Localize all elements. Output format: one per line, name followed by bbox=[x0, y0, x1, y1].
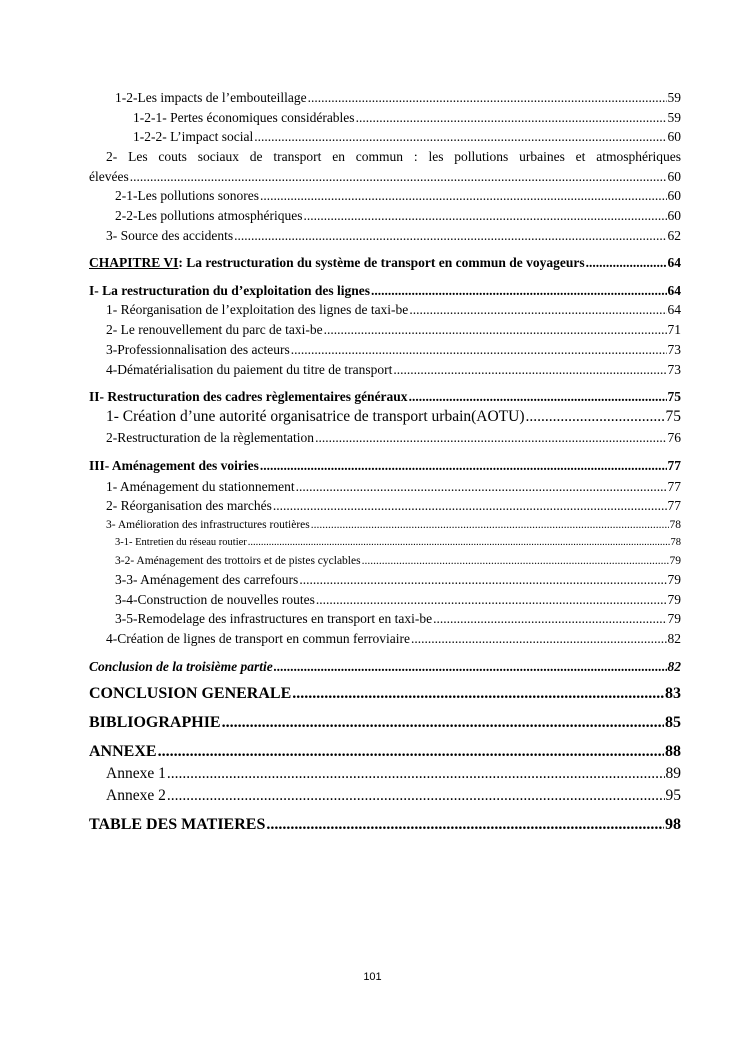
toc-entry-page: 60 bbox=[667, 208, 681, 223]
toc-entry-page: 88 bbox=[665, 743, 681, 760]
leader-dots bbox=[315, 429, 666, 447]
leader-dots bbox=[324, 321, 667, 339]
toc-entry-title: CONCLUSION GENERALE bbox=[89, 685, 292, 702]
toc-entry-title: 1-2-1- Pertes économiques considérables bbox=[133, 110, 355, 125]
toc-entry-title: II- Restructuration des cadres règlementaires généraux bbox=[89, 389, 408, 404]
toc-entry-title: 1-2-2- L’impact social bbox=[133, 129, 254, 144]
toc-entry-title: 1- Aménagement du stationnement bbox=[106, 479, 295, 494]
toc-entry-title: 3-3- Aménagement des carrefours bbox=[115, 572, 299, 587]
toc-entry bbox=[89, 765, 681, 783]
toc-entry bbox=[89, 341, 681, 359]
toc-entry-page: 64 bbox=[667, 283, 681, 298]
toc-entry-page: 89 bbox=[665, 765, 681, 782]
chapter-label: CHAPITRE VI bbox=[89, 255, 179, 270]
leader-dots bbox=[260, 457, 667, 475]
leader-dots bbox=[248, 534, 670, 552]
toc-entry-title: 3- Amélioration des infrastructures routières bbox=[106, 519, 310, 531]
toc-entry-page: 59 bbox=[667, 90, 681, 105]
toc-entry-page: 95 bbox=[665, 787, 681, 804]
toc-entry-title: 4-Création de lignes de transport en commun ferroviaire bbox=[106, 631, 411, 646]
toc-entry-page: 76 bbox=[667, 430, 681, 445]
toc-entry-first-line: 2- Les couts sociaux de transport en commun : les pollutions urbaines et atmosphériques bbox=[106, 149, 681, 164]
toc-entry-title: III- Aménagement des voiries bbox=[89, 458, 259, 473]
toc-entry-title: 3-1- Entretien du réseau routier bbox=[115, 537, 247, 548]
toc-entry bbox=[89, 552, 681, 570]
toc-major-entry bbox=[89, 743, 681, 761]
toc-entry-page: 78 bbox=[670, 537, 681, 548]
toc-entry-title: : La restructuration du système de transport en commun de voyageurs bbox=[178, 255, 585, 270]
leader-dots bbox=[273, 497, 667, 515]
toc-entry-title: I- La restructuration du d’exploitation des lignes bbox=[89, 283, 371, 298]
leader-dots bbox=[266, 816, 664, 834]
leader-dots bbox=[222, 714, 664, 732]
toc-entry bbox=[89, 301, 681, 319]
toc-entry-page: 77 bbox=[667, 458, 681, 473]
toc-chapter-entry bbox=[89, 254, 681, 272]
toc-entry-page: 78 bbox=[669, 519, 681, 531]
toc-entry-title: 3-2- Aménagement des trottoirs et de pistes cyclables bbox=[115, 555, 361, 567]
toc-entry bbox=[89, 497, 681, 515]
toc-entry-page: 79 bbox=[667, 611, 681, 626]
toc-entry bbox=[89, 534, 681, 552]
toc-entry-page: 60 bbox=[667, 129, 681, 144]
leader-dots bbox=[167, 765, 665, 783]
toc-entry-page: 60 bbox=[667, 169, 681, 184]
toc-section-entry bbox=[89, 388, 681, 406]
leader-dots bbox=[167, 787, 665, 805]
leader-dots bbox=[356, 109, 667, 127]
toc-entry-title: Annexe 1 bbox=[106, 765, 166, 782]
toc-entry-title: 3-5-Remodelage des infrastructures en transport en taxi-be bbox=[115, 611, 433, 626]
toc-entry bbox=[89, 187, 681, 205]
toc-entry bbox=[89, 89, 681, 107]
toc-entry-page: 77 bbox=[667, 479, 681, 494]
leader-dots bbox=[526, 408, 665, 426]
toc-entry-title: 1-2-Les impacts de l’embouteillage bbox=[115, 90, 307, 105]
toc-entry-title: 3-Professionnalisation des acteurs bbox=[106, 342, 290, 357]
toc-entry-page: 60 bbox=[667, 188, 681, 203]
toc-section-entry bbox=[89, 457, 681, 475]
toc-entry-page: 85 bbox=[665, 714, 681, 731]
leader-dots bbox=[311, 516, 669, 534]
leader-dots bbox=[299, 571, 666, 589]
toc-entry bbox=[89, 361, 681, 379]
leader-dots bbox=[274, 658, 667, 676]
toc-entry-title: Annexe 2 bbox=[106, 787, 166, 804]
leader-dots bbox=[409, 301, 666, 319]
leader-dots bbox=[296, 478, 667, 496]
toc-entry-page: 83 bbox=[665, 685, 681, 702]
leader-dots bbox=[234, 227, 666, 245]
toc-entry-page: 77 bbox=[667, 498, 681, 513]
toc-major-entry bbox=[89, 714, 681, 732]
leader-dots bbox=[409, 388, 667, 406]
toc-entry-page: 73 bbox=[667, 342, 681, 357]
toc-major-entry bbox=[89, 685, 681, 703]
toc-entry-title: élevées bbox=[89, 169, 129, 184]
leader-dots bbox=[371, 282, 666, 300]
toc-entry bbox=[89, 207, 681, 225]
page-number: 101 bbox=[363, 971, 382, 983]
toc-entry bbox=[89, 516, 681, 534]
toc-entry-page: 82 bbox=[667, 659, 681, 674]
toc-entry-page: 75 bbox=[665, 408, 681, 425]
toc-entry-title: Conclusion de la troisième partie bbox=[89, 659, 273, 674]
toc-entry-title: 3-4-Construction de nouvelles routes bbox=[115, 592, 315, 607]
toc-entry bbox=[89, 109, 681, 127]
toc-entry-page: 79 bbox=[669, 555, 681, 567]
toc-entry bbox=[89, 168, 681, 186]
toc-entry-title: 3- Source des accidents bbox=[106, 228, 234, 243]
toc-entry-page: 62 bbox=[667, 228, 681, 243]
leader-dots bbox=[303, 207, 666, 225]
toc-entry bbox=[89, 227, 681, 245]
toc-entry-page: 98 bbox=[665, 816, 681, 833]
toc-entry-title: ANNEXE bbox=[89, 743, 157, 760]
toc-entry-page: 64 bbox=[667, 302, 681, 317]
leader-dots bbox=[316, 591, 667, 609]
toc-entry bbox=[89, 630, 681, 648]
toc-entry bbox=[89, 321, 681, 339]
leader-dots bbox=[308, 89, 667, 107]
toc-entry bbox=[89, 478, 681, 496]
toc-entry-title: 2- Le renouvellement du parc de taxi-be bbox=[106, 322, 323, 337]
toc-entry-title: 2-Restructuration de la règlementation bbox=[106, 430, 315, 445]
toc-entry-page: 71 bbox=[667, 322, 681, 337]
toc-entry-title: TABLE DES MATIERES bbox=[89, 816, 266, 833]
leader-dots bbox=[291, 341, 667, 359]
toc-entry-title: 1- Création d’une autorité organisatrice de transport urbain(AOTU) bbox=[106, 408, 525, 425]
leader-dots bbox=[433, 610, 666, 628]
toc-entry-page: 73 bbox=[667, 362, 681, 377]
toc-entry-page: 64 bbox=[667, 255, 681, 270]
toc-entry-page: 82 bbox=[667, 631, 681, 646]
leader-dots bbox=[362, 552, 669, 570]
toc-entry-title: 2- Réorganisation des marchés bbox=[106, 498, 272, 513]
toc-entry bbox=[89, 571, 681, 589]
toc-entry bbox=[89, 610, 681, 628]
toc-entry-title: BIBLIOGRAPHIE bbox=[89, 714, 221, 731]
leader-dots bbox=[411, 630, 666, 648]
leader-dots bbox=[130, 168, 667, 186]
toc-entry-page: 79 bbox=[667, 592, 681, 607]
toc-major-entry bbox=[89, 816, 681, 834]
toc-entry-page: 79 bbox=[667, 572, 681, 587]
toc-entry-title: 2-1-Les pollutions sonores bbox=[115, 188, 259, 203]
toc-entry bbox=[89, 787, 681, 805]
toc-section-entry bbox=[89, 282, 681, 300]
toc-entry bbox=[89, 429, 681, 447]
toc-section-entry bbox=[89, 658, 681, 676]
toc-entry bbox=[89, 408, 681, 426]
leader-dots bbox=[260, 187, 667, 205]
toc-entry-title: 2-2-Les pollutions atmosphériques bbox=[115, 208, 303, 223]
toc-entry bbox=[89, 591, 681, 609]
leader-dots bbox=[292, 685, 664, 703]
toc-entry-title: 4-Dématérialisation du paiement du titre de transport bbox=[106, 362, 393, 377]
leader-dots bbox=[586, 254, 667, 272]
toc-entry-page: 75 bbox=[667, 389, 681, 404]
toc-entry-page: 59 bbox=[667, 110, 681, 125]
toc-entry bbox=[89, 128, 681, 146]
toc-entry-title: 1- Réorganisation de l’exploitation des lignes de taxi-be bbox=[106, 302, 409, 317]
leader-dots bbox=[393, 361, 666, 379]
leader-dots bbox=[254, 128, 666, 146]
leader-dots bbox=[158, 743, 664, 761]
